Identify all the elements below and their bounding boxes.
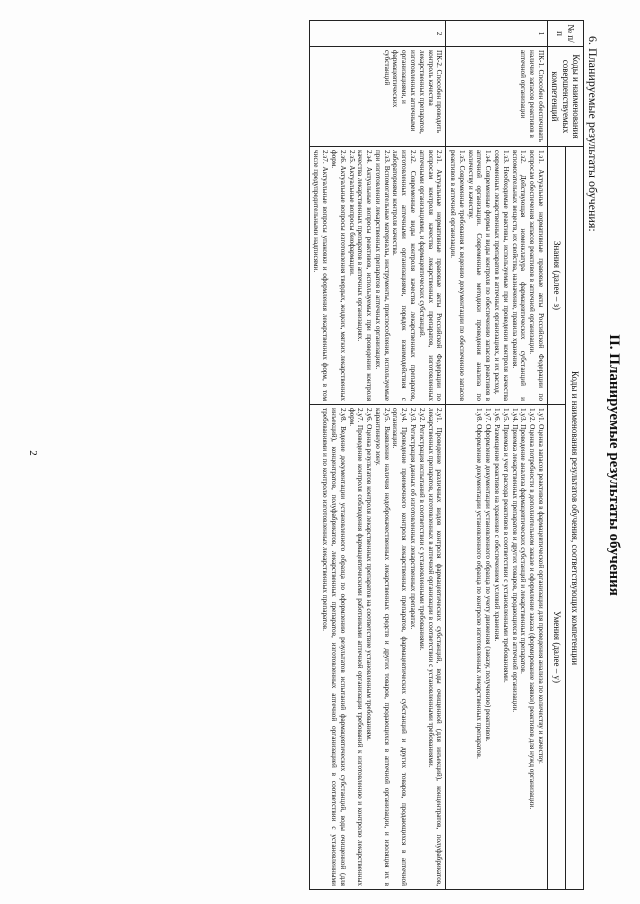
skill-item: 1.у6. Размещение реактивов на хранение с обеспечением условий хранения. <box>493 408 502 642</box>
page-number: 2 <box>26 450 39 456</box>
knowledge-item: 2.з2. Современные виды контроля качества лекарственных препаратов, изготовленных аптечными организациями, порядок взаимодействия с лабораториями контроля качества. <box>391 150 418 401</box>
header-knowledge: Знания (далее – з) <box>547 147 565 405</box>
knowledge-item: 1.з3. Необходимые реактивы, используемые при проведении контроля качества современных лекарственных препаратов в аптечных организациях, и их расход. <box>493 150 510 401</box>
skill-item: 1.у7. Оформление документации установленного образца по учету движения (заказу, получению) реактивов. <box>484 408 493 742</box>
skill-item: 2.у2. Регистрация испытаний в соответствии с установленными требованиями. <box>417 408 426 651</box>
skill-item: 1.у3. Проведение анализа фармацевтических субстанций и лекарственных препаратов. <box>519 408 528 674</box>
skill-item: 1.у2. Оценка потребности в дополнительном заказе и оформление заказа (формирование заявки) реактивов для нужд организации. <box>528 408 537 810</box>
skill-item: 2.у7. Проведение контроля соблюдения фармацевтическими работниками аптечной организации требований к изготовлению и контролю лекарственных форм. <box>347 408 365 886</box>
row-competence: ПК-1. Способен обеспечивать наличие запасов реактивов в аптечной организации <box>446 47 548 147</box>
knowledge-item: 1.з4. Современные формы и виды контроля по обеспечению запасов реактивов в аптечной организации. Современные методики проведения анализа по количеству и качеству. <box>466 150 493 401</box>
row-skills <box>446 405 548 890</box>
knowledge-item: 2.з3. Вспомогательные материалы, инструменты, приспособления, используемые при изготовлении лекарственных препаратов в аптечных организациях. <box>373 150 391 401</box>
rotated-document <box>22 20 626 890</box>
knowledge-item: 2.з6. Актуальные вопросы изготовления твердых, жидких, мягких лекарственных форм. <box>330 150 347 401</box>
knowledge-item: 2.з4. Актуальные вопросы реактивов, используемых при проведении контроля качества лекарственных препаратов в аптечных организациях. <box>356 150 374 401</box>
row-num: 1 <box>446 21 548 47</box>
skill-item: 2.у3. Регистрация данных об изготовленных лекарственных препаратах. <box>409 408 418 630</box>
skill-item: 2.у6. Оценка результатов контроля лекарственных препаратов на соответствие установленным требованиям. <box>365 408 374 741</box>
section-title: 6. Планируемые результаты обучения: <box>586 36 600 232</box>
knowledge-item: 2.з1. Актуальные нормативные правовые акты Российской Федерации по вопросам контроля качества лекарственных препаратов, изготовленных аптечными организациями, и фармацевтических субстанций. <box>417 150 444 401</box>
skill-item: 1.у1. Оценка запасов реактивов в фармацевтической организации для проведения анализа по количеству и качеству. <box>536 408 545 764</box>
skill-item: 2.у8. Ведение документации установленного образца по оформлению результатов испытаний фармацевтических субстанций, воды очищенной (для инъекций), концентратов, полуфабрикатов, лекарственных препаратов, изготовленных аптечной организацией в соответствии с установленными требованиями и по контролю изготовленных лекарственных препаратов. <box>321 408 347 886</box>
knowledge-item: 1.з5. Современные требования к ведению документации по обеспечению запасов реактивов в аптечной организации. <box>449 150 466 401</box>
header-results-group: Коды и наименования результатов обучения, соответствующих компетенции <box>565 147 583 890</box>
knowledge-item: 1.з1. Актуальные нормативные правовые акты Российской Федерации по вопросам обеспечения запасов реактивов в аптечной организации. <box>528 150 545 401</box>
skill-item: 2.у4. Проведение приемочного контроля лекарственных препаратов, фармацевтических субстанций и других товаров, продающихся в аптечной организации. <box>391 408 409 886</box>
knowledge-item: 2.з7. Актуальные вопросы упаковки и оформления лекарственных форм, в том числе предупредительными надписями. <box>312 150 330 401</box>
knowledge-item: 1.з2. Действующая номенклатура фармацевтических субстанций и вспомогательных веществ, их свойства, назначение, правила хранения. <box>510 150 528 401</box>
knowledge-item: 2.з5. Актуальные вопросы биофармации. <box>347 150 356 276</box>
skill-item: 1.у8. Оформление документации установленного образца по контролю изготовленных лекарственных препаратов. <box>475 408 484 759</box>
row-skills <box>309 405 446 890</box>
table-row <box>309 21 446 890</box>
row-num: 2 <box>309 21 446 47</box>
header-skills: Умения (далее – у) <box>547 405 565 890</box>
skill-item: 2.у5. Выявление наличия недоброкачественных лекарственных средств и других товаров, продающихся в аптечной организации, и изоляция их в карантинную зону. <box>373 408 391 886</box>
results-table <box>309 20 584 890</box>
row-competence: ПК-2. Способен проводить контроль качества лекарственных препаратов, изготовленных аптечными организациями, и фармацевтических субстанций <box>309 47 446 147</box>
skill-item: 2.у1. Проведение различных видов контроля фармацевтических субстанций, воды очищенной (для инъекций), концентратов, полуфабрикатов, лекарственных препаратов, изготовленных в аптечной организации в соответствии с установленными требованиями. <box>426 408 444 886</box>
header-competence: Коды и наименования совершенствуемых компетенций <box>547 47 583 147</box>
part-title: II. Планируемые результаты обучения <box>606 334 622 596</box>
header-num: № п/п <box>547 21 583 47</box>
skill-item: 1.у4. Приемка лекарственных препаратов и других товаров, продающихся в аптечной организации. <box>510 408 519 713</box>
row-knowledge <box>446 147 548 405</box>
table-row <box>446 21 548 890</box>
skill-item: 1.у5. Приемка и учет расхода реактивов в соответствии с установленными требованиями. <box>501 408 510 683</box>
row-knowledge <box>309 147 446 405</box>
